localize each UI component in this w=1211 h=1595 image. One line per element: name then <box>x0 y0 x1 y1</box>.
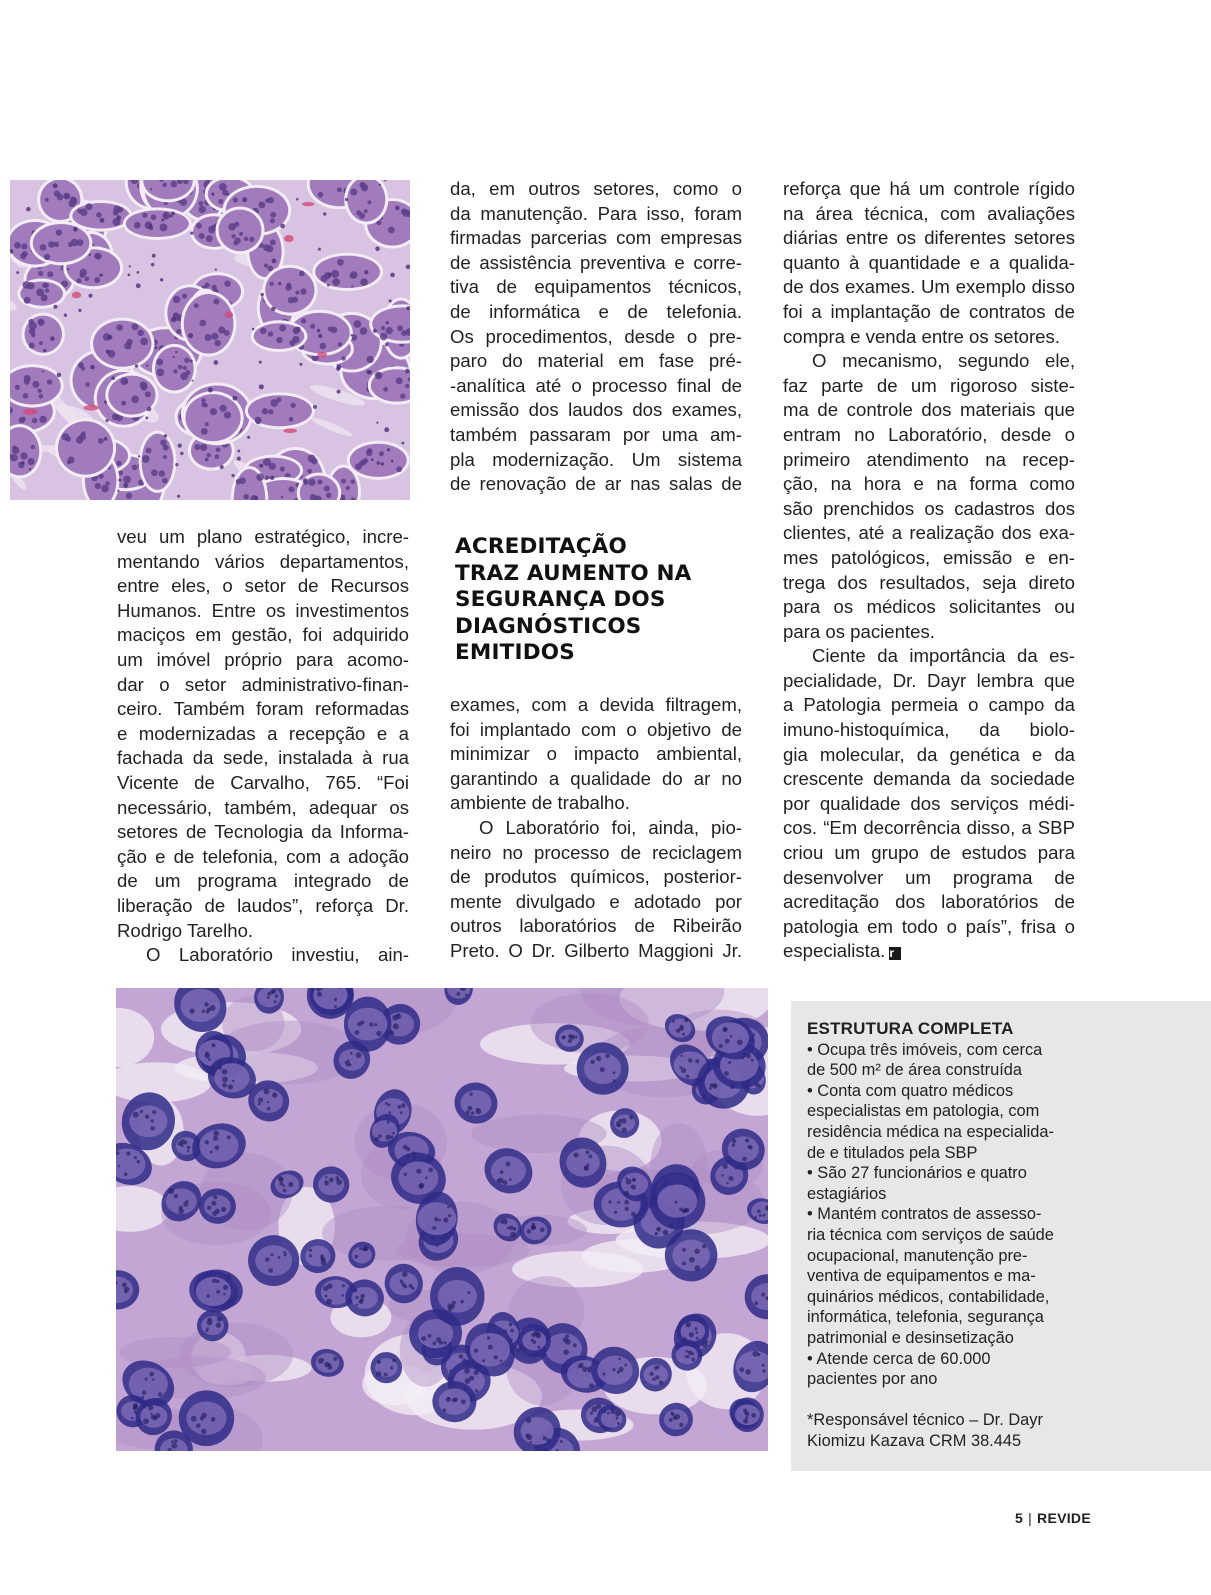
text-line: emissão dos laudos dos exames, <box>450 399 742 421</box>
text-line: outros laboratórios de Ribeirão <box>450 915 742 937</box>
text-line: firmadas parcerias com empresas <box>450 227 742 249</box>
text-line: por qualidade dos serviços médi- <box>783 792 1075 814</box>
text-line: liberação de laudos”, reforça Dr. <box>117 894 409 916</box>
text-line: ção e de telefonia, com a adoção <box>117 845 409 867</box>
magazine-name: REVIDE <box>1037 1510 1091 1526</box>
text-line: O Laboratório foi, ainda, pio- <box>479 816 742 838</box>
sidebar-line: ventiva de equipamentos e ma- <box>807 1267 1036 1286</box>
text-line: mes patológicos, emissão e en- <box>783 546 1075 568</box>
text-line: Rodrigo Tarelho. <box>117 919 254 941</box>
text-line: necessário, também, adequar os <box>117 796 409 818</box>
text-line: a Patologia permeia o campo da <box>783 694 1075 716</box>
sidebar-bullet-line: • Atende cerca de 60.000 <box>807 1349 991 1368</box>
sidebar-line: residência médica na especialida- <box>807 1122 1054 1141</box>
sidebar-bullet-line: • Ocupa três imóveis, com cerca <box>807 1040 1043 1059</box>
text-line: mentando vários departamentos, <box>117 550 409 572</box>
text-line: cos. “Em decorrência disso, a SBP <box>783 817 1075 839</box>
article-column-2-bottom <box>450 693 742 964</box>
text-line: de um programa integrado de <box>117 870 409 892</box>
text-line: veu um plano estratégico, incre- <box>117 526 409 547</box>
text-line: entram no Laboratório, desde o <box>783 423 1075 445</box>
sidebar-line: ria técnica com serviços de saúde <box>807 1225 1054 1244</box>
text-line: quanto à quantidade e a qualida- <box>783 251 1075 273</box>
text-line: foi a implantação de contratos de <box>783 300 1075 322</box>
sidebar-bullet-line: • Mantém contratos de assesso- <box>807 1205 1042 1224</box>
text-line: criou um grupo de estudos para <box>783 842 1075 864</box>
sidebar-bullet-line: • São 27 funcionários e quatro <box>807 1164 1027 1183</box>
text-line: crescente demanda da sociedade <box>783 768 1075 790</box>
text-line: exames, com a devida filtragem, <box>450 694 742 715</box>
text-line: ceiro. Também foram reformadas <box>117 698 409 720</box>
page-footer <box>1015 1510 1091 1526</box>
text-line: um imóvel próprio para acomo- <box>117 648 409 670</box>
text-line: mente divulgado e adotado por <box>450 890 742 912</box>
text-line: setores de Tecnologia da Informa- <box>117 821 409 843</box>
histology-micrograph-bottom <box>116 988 768 1451</box>
article-column-1 <box>117 525 409 968</box>
heading-line: SEGURANÇA DOS <box>455 587 666 612</box>
histology-micrograph-top <box>10 180 410 500</box>
text-line: compra e venda entre os setores. <box>783 325 1060 347</box>
text-line: Preto. O Dr. Gilberto Maggioni Jr. <box>450 939 742 961</box>
text-line: ambiente de trabalho. <box>450 792 630 814</box>
text-line: Vicente de Carvalho, 765. “Foi <box>117 771 409 793</box>
text-line: acreditação dos laboratórios de <box>783 891 1075 913</box>
text-line: também passaram por uma am- <box>450 423 742 445</box>
text-line: Humanos. Entre os investimentos <box>117 599 409 621</box>
micrograph-bottom-drawing <box>116 988 768 1451</box>
text-line: fachada da sede, instalada à rua <box>117 747 409 769</box>
sidebar-note-line: *Responsável técnico – Dr. Dayr <box>807 1411 1043 1430</box>
sidebar-bullet-line: • Conta com quatro médicos <box>807 1081 1014 1100</box>
text-line: de dos exames. Um exemplo disso <box>783 276 1075 298</box>
text-line: primeiro atendimento na recep- <box>783 448 1075 470</box>
text-line: da manutenção. Para isso, foram <box>450 202 742 224</box>
text-line: minimizar o impacto ambiental, <box>450 743 742 765</box>
text-line: de produtos químicos, posterior- <box>450 866 742 888</box>
text-line: O mecanismo, segundo ele, <box>812 350 1075 372</box>
sidebar-line: especialistas em patologia, com <box>807 1102 1040 1121</box>
article-column-3 <box>783 177 1075 964</box>
text-line: maciços em gestão, foi adquirido <box>117 624 409 646</box>
sidebar-line: de e titulados pela SBP <box>807 1143 978 1162</box>
sidebar-line: informática, telefonia, segurança <box>807 1308 1044 1327</box>
end-mark-icon: r <box>889 947 901 960</box>
heading-line: TRAZ AUMENTO NA <box>455 560 692 586</box>
text-line: ção, na hora e na forma como <box>783 473 1075 495</box>
section-heading <box>455 534 745 667</box>
text-line: especialista. r <box>783 939 1075 964</box>
heading-line: DIAGNÓSTICOS <box>455 613 642 639</box>
text-line: de informática e de telefonia. <box>450 300 742 322</box>
text-line: tiva de equipamentos técnicos, <box>450 276 742 298</box>
text-line: para os médicos solicitantes ou <box>783 596 1075 618</box>
sidebar-line: patrimonial e desinsetização <box>807 1328 1014 1347</box>
sidebar-content <box>807 1019 1092 1451</box>
text-line: são prenchidos os cadastros dos <box>783 497 1075 519</box>
page-number: 5 <box>1015 1510 1024 1526</box>
text-line: diárias entre os diferentes setores <box>783 227 1075 249</box>
text-line: Os procedimentos, desde o pre- <box>450 325 742 347</box>
text-line: foi implantado com o objetivo de <box>450 718 742 740</box>
text-line: Ciente da importância da es- <box>812 645 1075 667</box>
text-line: ma de controle dos materiais que <box>783 399 1075 421</box>
text-line: O Laboratório investiu, ain- <box>146 944 409 966</box>
text-line: garantindo a qualidade do ar no <box>450 767 742 789</box>
text-line: clientes, até a realização dos exa- <box>783 522 1075 544</box>
text-line: neiro no processo de reciclagem <box>450 841 742 863</box>
text-line: de renovação de ar nas salas de <box>450 473 742 495</box>
micrograph-top-drawing <box>10 180 410 500</box>
sidebar-line: quinários médicos, contabilidade, <box>807 1287 1050 1306</box>
text-line: patologia em todo o país”, frisa o <box>783 915 1075 937</box>
text-line: de assistência preventiva e corre- <box>450 251 742 273</box>
footer-separator: | <box>1028 1510 1033 1526</box>
heading-line: ACREDITAÇÃO <box>455 534 628 559</box>
heading-line: EMITIDOS <box>455 640 575 665</box>
text-line: imuno-histoquímica, da biolo- <box>783 719 1075 741</box>
sidebar-title: ESTRUTURA COMPLETA <box>807 1019 1014 1038</box>
text-line: pla modernização. Um sistema <box>450 448 742 470</box>
sidebar-line: ocupacional, manutenção pre- <box>807 1246 1028 1265</box>
sidebar-line: pacientes por ano <box>807 1370 938 1389</box>
text-line: para os pacientes. <box>783 620 935 642</box>
text-line: e modernizadas a recepção e a <box>117 722 409 744</box>
text-line: pecialidade, Dr. Dayr lembra que <box>783 669 1075 691</box>
text-line: gia molecular, da genética e da <box>783 743 1075 765</box>
text-line: da, em outros setores, como o <box>450 178 742 199</box>
text-line: reforça que há um controle rígido <box>783 178 1075 199</box>
text-line: -analítica até o processo final de <box>450 374 742 396</box>
text-line: dar o setor administrativo-finan- <box>117 673 409 695</box>
sidebar-note-line: Kiomizu Kazava CRM 38.445 <box>807 1431 1022 1450</box>
text-line: paro do material em fase pré- <box>450 350 742 372</box>
sidebar-line: estagiários <box>807 1184 887 1203</box>
sidebar-line: de 500 m² de área construída <box>807 1061 1023 1080</box>
text-line: na área técnica, com avaliações <box>783 202 1075 224</box>
article-column-2-top <box>450 177 742 497</box>
text-line: faz parte de um rigoroso siste- <box>783 374 1075 396</box>
text-line: entre eles, o setor de Recursos <box>117 575 409 597</box>
text-line: trega dos resultados, seja direto <box>783 571 1075 593</box>
text-line: desenvolver um programa de <box>783 866 1075 888</box>
